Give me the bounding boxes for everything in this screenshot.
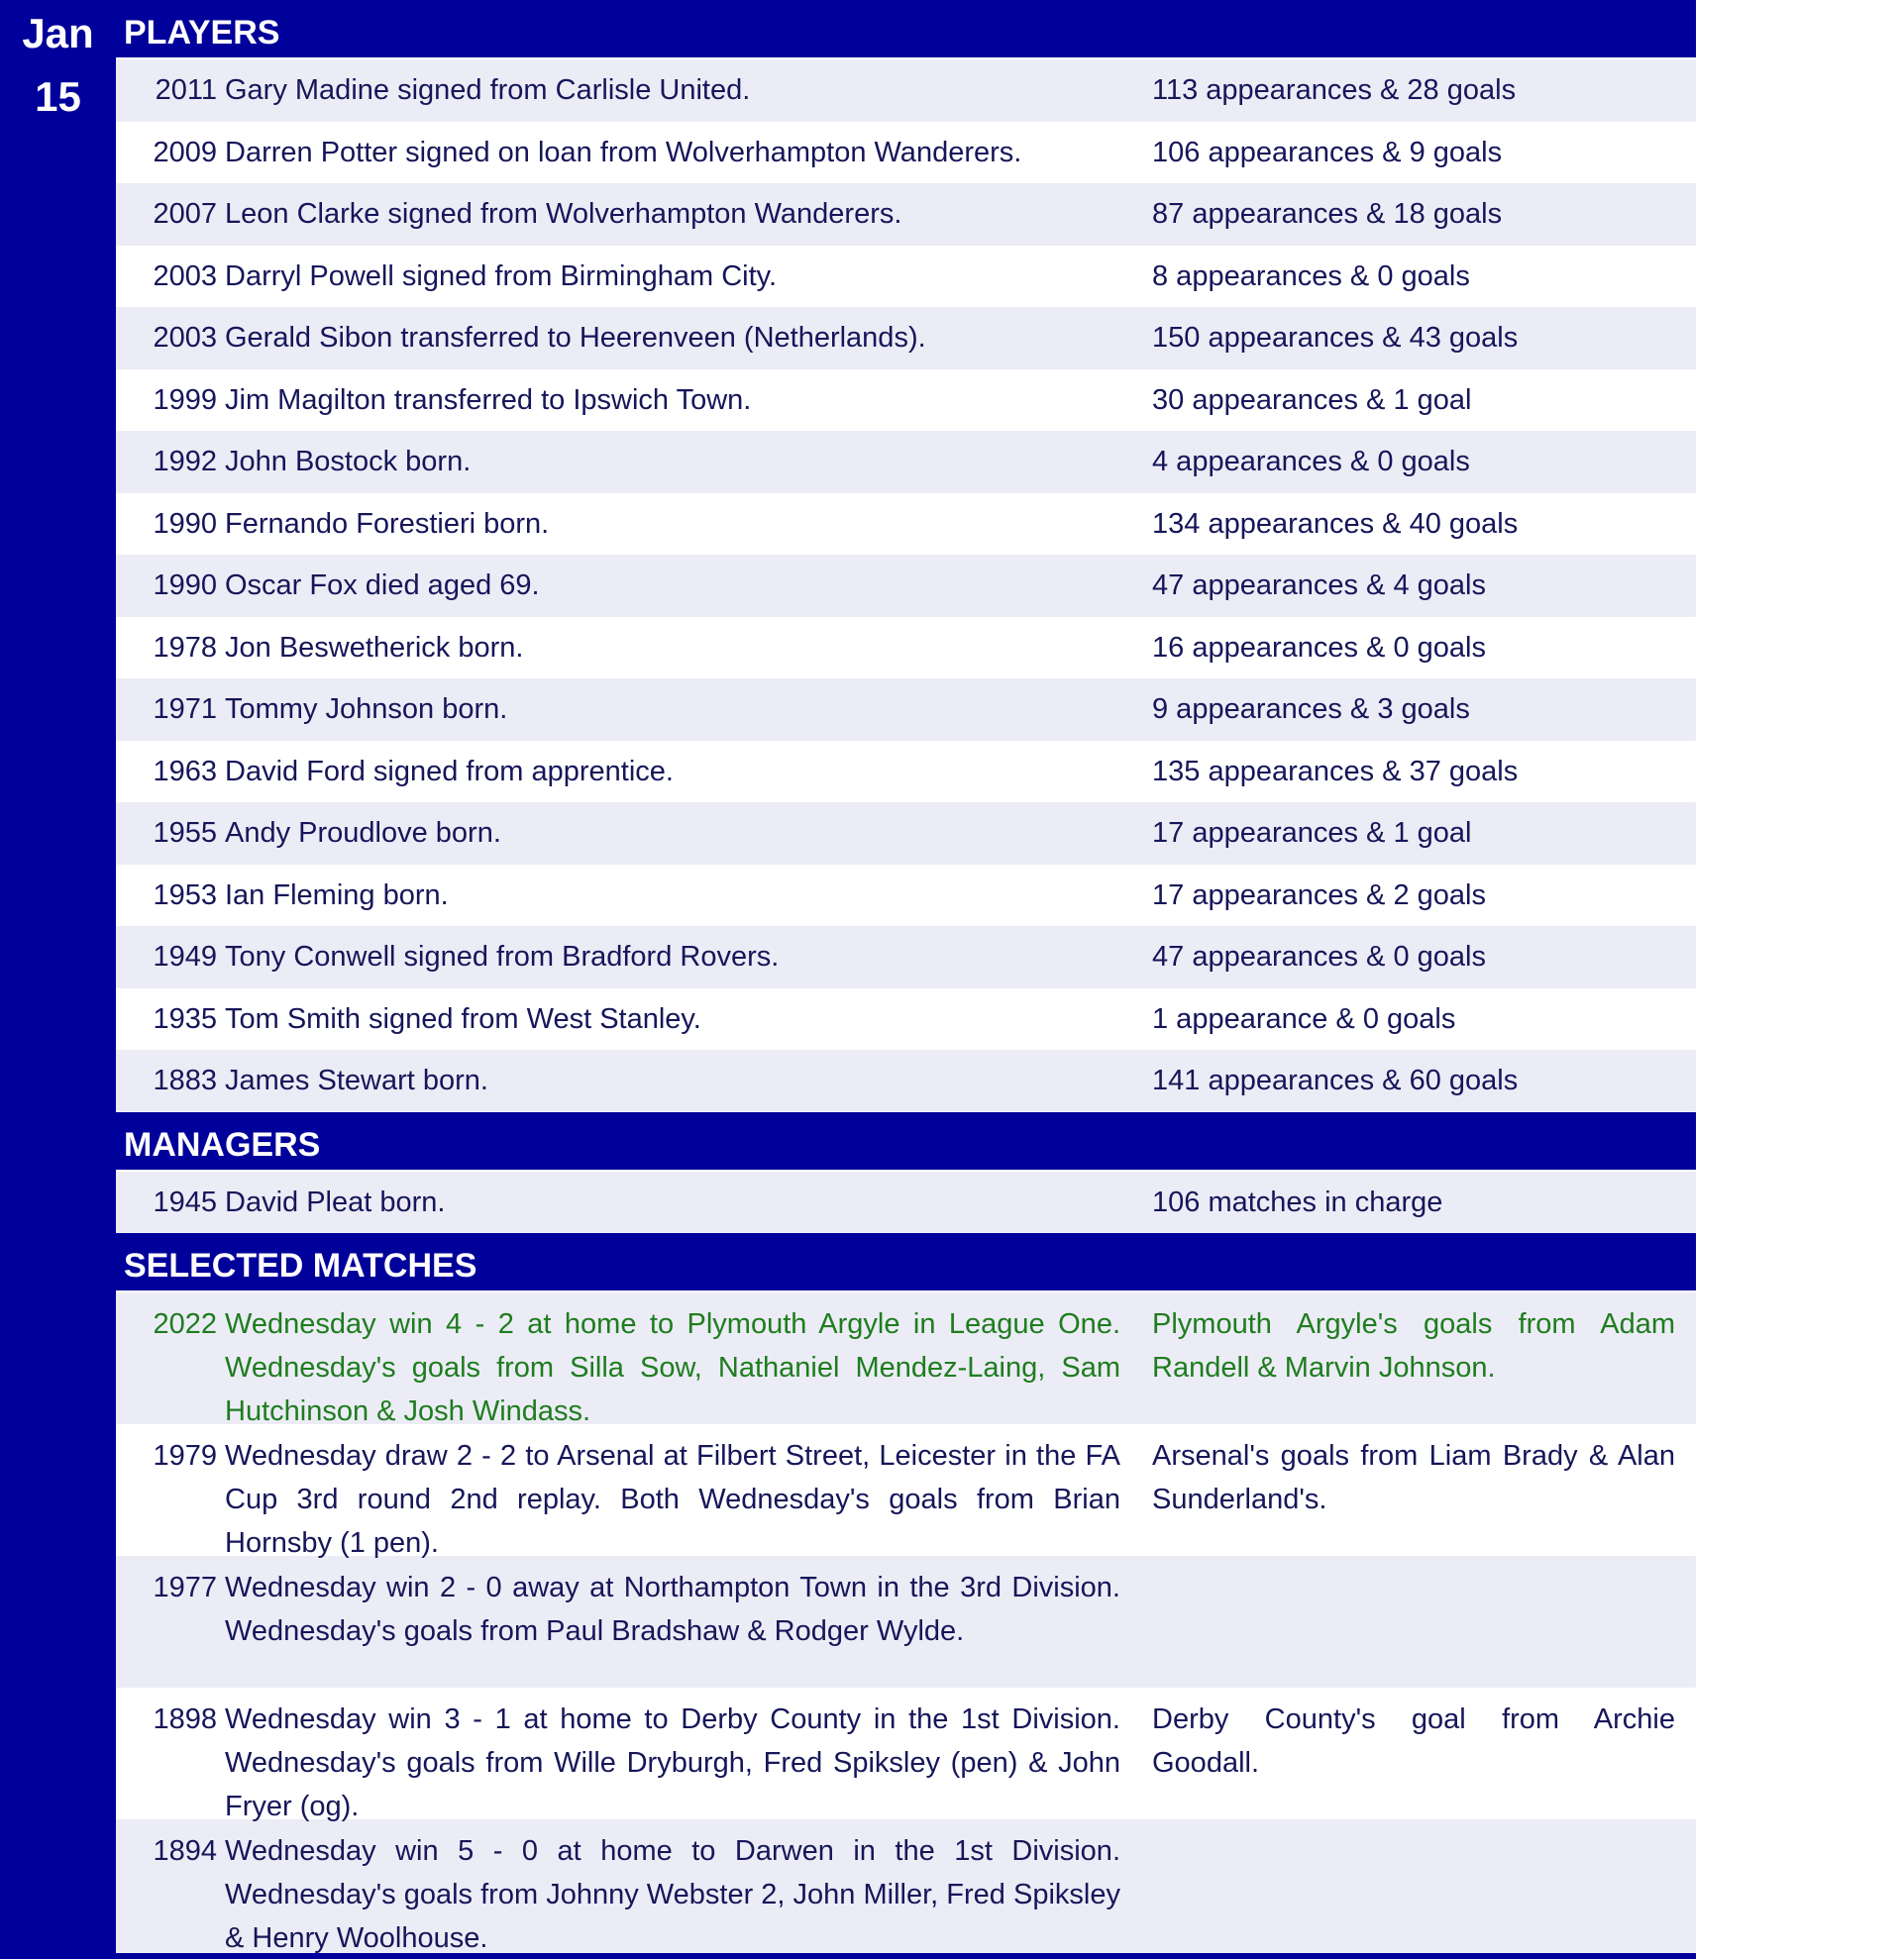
row-stat: 47 appearances & 4 goals	[1152, 569, 1486, 601]
row-description: Fernando Forestieri born.	[225, 507, 550, 540]
row-year: 2003	[153, 259, 217, 292]
date-day: 15	[35, 73, 81, 120]
row-stat: 4 appearances & 0 goals	[1152, 446, 1470, 477]
player-row	[116, 431, 1696, 493]
row-stat: 134 appearances & 40 goals	[1152, 507, 1519, 540]
row-year: 1999	[153, 383, 217, 416]
row-year: 1990	[153, 569, 217, 601]
row-stat: Plymouth Argyle's goals from Adam Randell & Marvin Johnson.	[1152, 1308, 1675, 1384]
player-row	[116, 926, 1696, 988]
row-year: 2009	[153, 136, 217, 168]
player-row	[116, 617, 1696, 679]
row-stat: Derby County's goal from Archie Goodall.	[1152, 1703, 1675, 1779]
row-description: David Ford signed from apprentice.	[225, 755, 674, 787]
row-description: David Pleat born.	[225, 1186, 446, 1218]
match-row	[116, 1819, 1696, 1953]
player-row	[116, 246, 1696, 308]
matches-heading: SELECTED MATCHES	[116, 1233, 1696, 1292]
row-description: John Bostock born.	[225, 446, 472, 477]
match-row	[116, 1424, 1696, 1559]
player-row	[116, 307, 1696, 369]
player-row	[116, 741, 1696, 803]
row-description: Darren Potter signed on loan from Wolverhampton Wanderers.	[225, 136, 1022, 168]
managers-list	[116, 1172, 1696, 1234]
row-description: Ian Fleming born.	[225, 878, 449, 911]
row-stat: 8 appearances & 0 goals	[1152, 259, 1470, 292]
player-row	[116, 1050, 1696, 1112]
managers-heading: MANAGERS	[116, 1112, 1696, 1172]
row-year: 2007	[153, 198, 217, 230]
row-stat: Arsenal's goals from Liam Brady & Alan Sunderland's.	[1152, 1440, 1675, 1515]
row-stat	[1136, 1829, 1681, 1953]
matches-list	[116, 1292, 1696, 1953]
row-description: Oscar Fox died aged 69.	[225, 569, 540, 601]
row-stat: 9 appearances & 3 goals	[1152, 693, 1470, 725]
row-description: Wednesday win 5 - 0 at home to Darwen in the 1st Division. Wednesday's goals from Johnny Webster 2, John Miller, Fred Spiksley & Henry Woolhouse.	[225, 1835, 1120, 1954]
row-description: Wednesday draw 2 - 2 to Arsenal at Filbert Street, Leicester in the FA Cup 3rd round 2nd replay. Both Wednesday's goals from Brian Hornsby (1 pen).	[225, 1440, 1120, 1559]
player-row	[116, 369, 1696, 432]
row-year: 1963	[153, 755, 217, 787]
row-stat: 16 appearances & 0 goals	[1152, 631, 1486, 664]
row-stat: 30 appearances & 1 goal	[1152, 383, 1472, 416]
row-year: 1945	[153, 1186, 217, 1218]
row-description: Gary Madine signed from Carlisle United.	[225, 74, 751, 106]
row-description: Wednesday win 3 - 1 at home to Derby County in the 1st Division. Wednesday's goals from Wille Dryburgh, Fred Spiksley (pen) & John Fryer (og).	[225, 1703, 1120, 1822]
player-row	[116, 59, 1696, 122]
row-stat	[1136, 1566, 1681, 1688]
players-list	[116, 59, 1696, 1112]
row-description: Tony Conwell signed from Bradford Rovers.	[225, 941, 780, 973]
row-stat: 135 appearances & 37 goals	[1152, 755, 1519, 787]
row-year: 1978	[153, 631, 217, 664]
date-column	[0, 0, 116, 1959]
row-year: 1971	[153, 693, 217, 725]
row-description: Andy Proudlove born.	[225, 817, 501, 849]
row-description: Wednesday win 4 - 2 at home to Plymouth Argyle in League One. Wednesday's goals from Silla Sow, Nathaniel Mendez-Laing, Sam Hutchinson & Josh Windass.	[225, 1308, 1120, 1427]
row-description: Wednesday win 2 - 0 away at Northampton Town in the 3rd Division. Wednesday's goals from Paul Bradshaw & Rodger Wylde.	[225, 1572, 1120, 1647]
row-year: 2003	[153, 322, 217, 354]
row-description: Gerald Sibon transferred to Heerenveen (Netherlands).	[225, 322, 926, 354]
row-description: Leon Clarke signed from Wolverhampton Wanderers.	[225, 198, 902, 230]
row-year: 1977	[153, 1572, 217, 1603]
player-row	[116, 865, 1696, 927]
player-row	[116, 988, 1696, 1051]
row-year: 1894	[153, 1835, 217, 1867]
row-stat: 47 appearances & 0 goals	[1152, 941, 1486, 973]
row-stat: 17 appearances & 1 goal	[1152, 817, 1472, 849]
row-stat: 141 appearances & 60 goals	[1152, 1065, 1519, 1096]
player-row	[116, 678, 1696, 741]
row-stat: 17 appearances & 2 goals	[1152, 878, 1486, 911]
match-row	[116, 1556, 1696, 1688]
row-description: Tom Smith signed from West Stanley.	[225, 1002, 701, 1035]
row-description: Jon Beswetherick born.	[225, 631, 524, 664]
row-stat: 106 appearances & 9 goals	[1152, 136, 1503, 168]
row-year: 2022	[153, 1308, 217, 1340]
content	[116, 0, 1696, 1959]
row-description: Tommy Johnson born.	[225, 693, 508, 725]
row-stat: 150 appearances & 43 goals	[1152, 322, 1519, 354]
row-year: 1955	[153, 817, 217, 849]
row-description: Darryl Powell signed from Birmingham City.	[225, 259, 778, 292]
player-row	[116, 122, 1696, 184]
player-row	[116, 555, 1696, 617]
row-year: 2011	[155, 74, 217, 106]
date-month: Jan	[22, 10, 94, 56]
row-stat: 1 appearance & 0 goals	[1152, 1002, 1456, 1035]
row-year: 1935	[153, 1002, 217, 1035]
row-year: 1990	[153, 507, 217, 540]
row-year: 1953	[153, 878, 217, 911]
row-stat: 113 appearances & 28 goals	[1152, 74, 1517, 106]
player-row	[116, 493, 1696, 556]
row-year: 1883	[153, 1065, 217, 1096]
row-stat: 87 appearances & 18 goals	[1152, 198, 1503, 230]
row-year: 1898	[153, 1703, 217, 1735]
manager-row	[116, 1172, 1696, 1234]
row-year: 1992	[153, 446, 217, 477]
row-description: James Stewart born.	[225, 1065, 488, 1096]
match-row	[116, 1292, 1696, 1427]
players-heading: PLAYERS	[116, 0, 1696, 59]
match-row	[116, 1688, 1696, 1822]
player-row	[116, 802, 1696, 865]
row-description: Jim Magilton transferred to Ipswich Town.	[225, 383, 752, 416]
row-year: 1979	[153, 1440, 217, 1472]
row-stat: 106 matches in charge	[1152, 1186, 1443, 1218]
row-year: 1949	[153, 941, 217, 973]
player-row	[116, 183, 1696, 246]
